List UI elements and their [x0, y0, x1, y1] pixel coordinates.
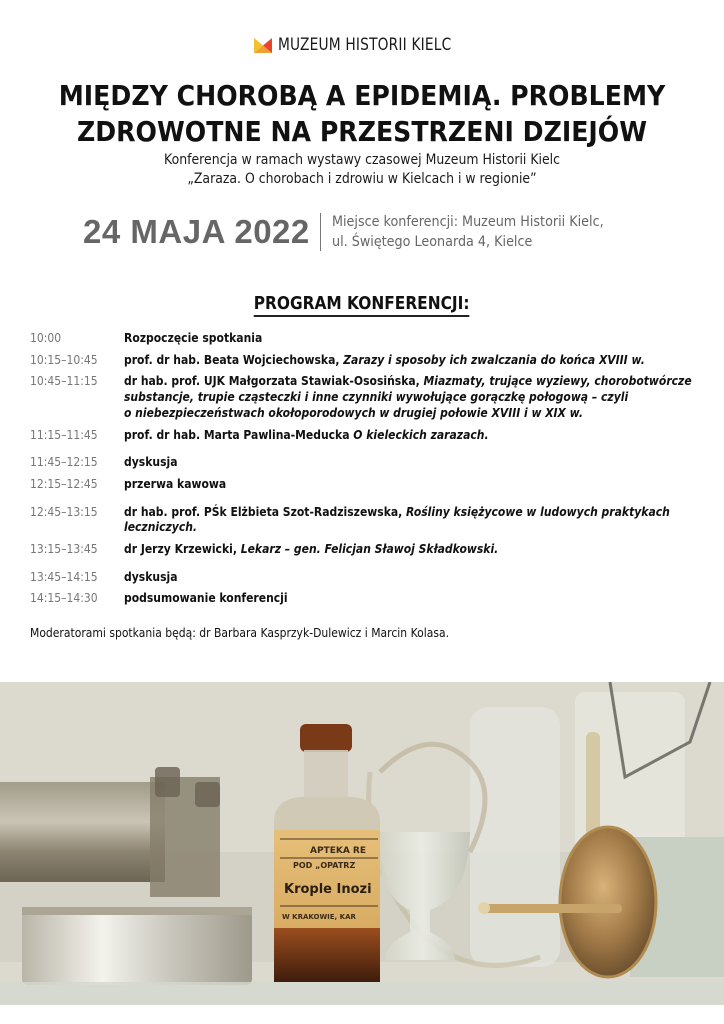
museum-logo-icon — [254, 38, 272, 53]
schedule-topic-cont: substancje, trupie cząsteczki i inne czynniki wywołujące gorączkę połogową – czyli — [124, 390, 629, 405]
vertical-divider — [320, 213, 322, 251]
moderators-note: Moderatorami spotkania będą: dr Barbara Kasprzyk-Dulewicz i Marcin Kolasa. — [30, 626, 450, 640]
schedule-row — [30, 428, 710, 444]
schedule-topic: Zarazy i sposoby ich zwalczania do końca XVIII w. — [343, 352, 645, 367]
page-title — [0, 78, 724, 150]
event-info — [0, 212, 724, 252]
exhibition-photo — [0, 682, 724, 1005]
schedule-description — [124, 542, 651, 558]
schedule-speaker: prof. dr hab. Beata Wojciechowska, — [124, 352, 344, 367]
subtitle — [0, 151, 724, 189]
title-line-1: MIĘDZY CHOROBĄ A EPIDEMIĄ. PROBLEMY — [58, 79, 666, 112]
schedule-time: 10:15–10:45 — [30, 352, 98, 367]
schedule-description — [124, 477, 651, 493]
schedule-description — [124, 374, 692, 421]
schedule-time: 10:45–11:15 — [30, 374, 98, 389]
event-venue — [332, 212, 641, 252]
schedule-speaker: prof. dr hab. Marta Pawlina-Meducka — [124, 427, 354, 442]
subtitle-line-1: Konferencja w ramach wystawy czasowej Muzeum Historii Kielc — [164, 152, 560, 168]
schedule-description — [124, 505, 670, 536]
schedule-description — [124, 428, 651, 444]
schedule-topic: Miazmaty, trujące wyziewy, chorobotwórcze — [423, 374, 692, 389]
schedule-row — [30, 542, 710, 558]
schedule-description — [124, 353, 651, 369]
svg-text:Krople Inozi: Krople Inozi — [284, 882, 372, 897]
venue-line-1: Miejsce konferencji: Muzeum Historii Kielc, — [332, 214, 604, 230]
schedule-time: 13:45–14:15 — [30, 569, 98, 584]
schedule-speaker: dr Jerzy Krzewicki, — [124, 542, 241, 557]
schedule-row — [30, 331, 710, 347]
museum-name: MUZEUM HISTORII KIELC — [277, 35, 452, 55]
schedule-row — [30, 374, 710, 421]
schedule-row — [30, 455, 710, 471]
svg-text:POD „OPATRZ: POD „OPATRZ — [293, 861, 356, 870]
schedule-time: 11:45–12:15 — [30, 455, 98, 470]
schedule-row — [30, 477, 710, 493]
svg-text:W KRAKOWIE, KAR: W KRAKOWIE, KAR — [282, 913, 356, 921]
schedule-row — [30, 591, 710, 607]
subtitle-line-2: „Zaraza. O chorobach i zdrowiu w Kielcach i w regionie” — [187, 171, 537, 187]
schedule-topic: Rośliny księżycowe w ludowych praktykach — [406, 504, 670, 519]
schedule-speaker: przerwa kawowa — [124, 476, 227, 491]
schedule-topic: Lekarz – gen. Felicjan Sławoj Składkowski. — [240, 542, 499, 557]
program-schedule — [30, 331, 710, 607]
schedule-time: 14:15–14:30 — [30, 591, 98, 606]
schedule-time: 13:15–13:45 — [30, 542, 98, 557]
schedule-speaker: Rozpoczęcie spotkania — [124, 331, 263, 345]
bottle-label-line-1: APTEKA RE — [310, 846, 366, 856]
title-line-2: ZDROWOTNE NA PRZESTRZENI DZIEJÓW — [76, 115, 648, 148]
event-date: 24 MAJA 2022 — [83, 213, 310, 250]
schedule-description — [124, 331, 651, 347]
schedule-description — [124, 570, 651, 586]
schedule-time: 11:15–11:45 — [30, 427, 98, 442]
schedule-row — [30, 353, 710, 369]
schedule-row — [30, 505, 710, 536]
program-heading — [0, 294, 724, 317]
schedule-speaker: podsumowanie konferencji — [124, 591, 288, 606]
venue-line-2: ul. Świętego Leonarda 4, Kielce — [332, 234, 533, 250]
schedule-row — [30, 570, 710, 586]
program-heading-text: PROGRAM KONFERENCJI: — [254, 294, 470, 317]
schedule-speaker: dr hab. prof. PŚk Elżbieta Szot-Radziszewska, — [124, 504, 407, 519]
museum-logo — [0, 35, 724, 55]
schedule-time: 12:45–13:15 — [30, 504, 98, 519]
schedule-time: 12:15–12:45 — [30, 476, 98, 491]
schedule-speaker: dr hab. prof. UJK Małgorzata Stawiak-Ososińska, — [124, 374, 424, 389]
schedule-topic-cont: o niebezpieczeństwach okołoporodowych w drugiej połowie XVIII i w XIX w. — [124, 405, 584, 420]
schedule-topic-cont: leczniczych. — [124, 520, 198, 535]
schedule-description — [124, 591, 651, 607]
schedule-speaker: dyskusja — [124, 569, 178, 584]
schedule-description — [124, 455, 651, 471]
schedule-time: 10:00 — [30, 331, 62, 345]
schedule-topic: O kieleckich zarazach. — [353, 427, 489, 442]
schedule-speaker: dyskusja — [124, 455, 178, 470]
